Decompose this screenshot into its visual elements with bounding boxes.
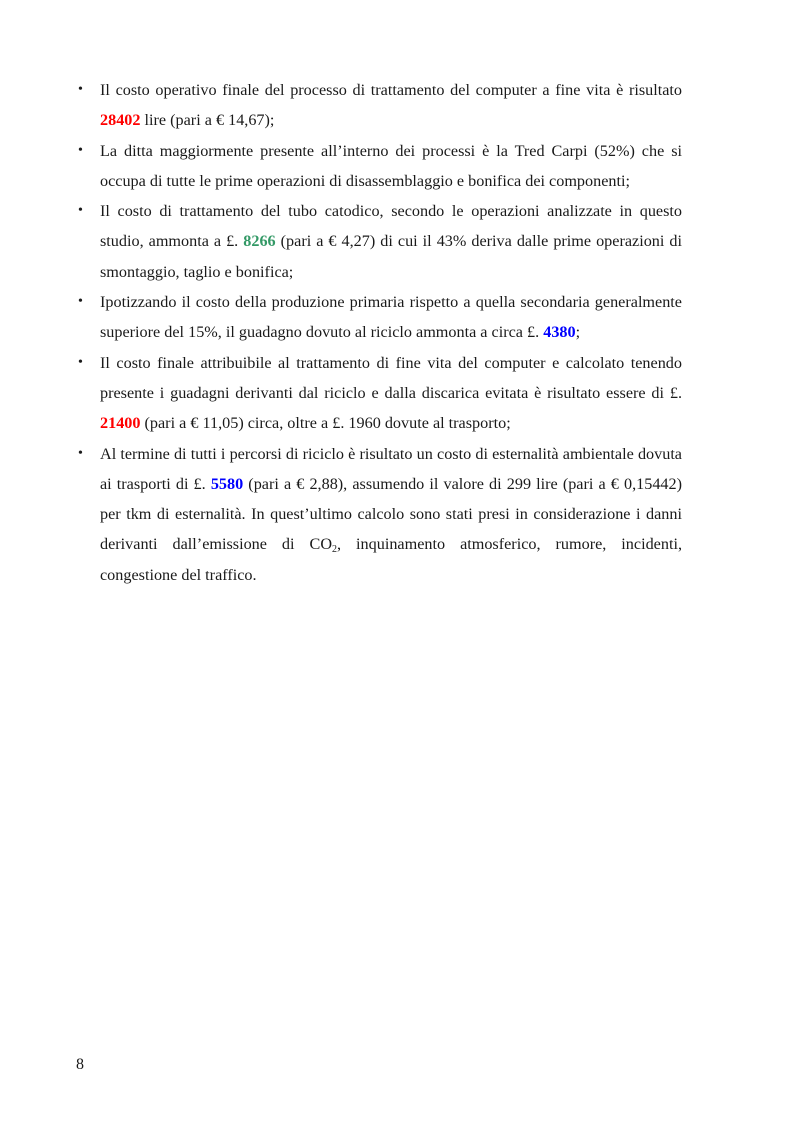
bullet-icon: • <box>78 203 83 219</box>
highlight-value: 8266 <box>243 232 276 251</box>
highlight-value: 21400 <box>100 414 141 433</box>
subscript: 2 <box>332 544 338 556</box>
bullet-icon: • <box>78 445 83 461</box>
item-text: (pari a € 2,88), assumendo il valore di 299 lire (pari a € 0,15442) per tkm di esternalità. In quest’ultimo calcolo sono stati presi in considerazione i danni derivanti dall’emissione di CO <box>100 474 682 554</box>
bullet-icon: • <box>78 354 83 370</box>
item-text: (pari a € 11,05) circa, oltre a £. 1960 dovute al trasporto; <box>140 414 511 433</box>
list-item <box>78 287 682 348</box>
item-text: lire (pari a € 14,67); <box>140 111 275 130</box>
item-text: ; <box>575 323 581 342</box>
highlight-value: 28402 <box>100 111 141 130</box>
highlight-value: 4380 <box>543 323 576 342</box>
list-item <box>78 196 682 287</box>
item-text: Ipotizzando il costo della produzione primaria rispetto a quella secondaria generalmente superiore del 15%, il guadagno dovuto al riciclo ammonta a circa £. <box>100 293 682 342</box>
list-item <box>78 136 682 197</box>
list-item <box>78 439 682 590</box>
item-text: Al termine di tutti i percorsi di riciclo è risultato un costo di esternalità ambientale dovuta ai trasporti di £. <box>100 444 682 493</box>
item-text: La ditta maggiormente presente all’interno dei processi è la Tred Carpi (52%) che si occupa di tutte le prime operazioni di disassemblaggio e bonifica dei componenti; <box>100 141 682 190</box>
item-text: Il costo di trattamento del tubo catodico, secondo le operazioni analizzate in questo studio, ammonta a £. <box>100 202 682 251</box>
item-text: (pari a € 4,27) di cui il 43% deriva dalle prime operazioni di smontaggio, taglio e bonifica; <box>100 232 683 281</box>
item-text: , inquinamento atmosferico, rumore, incidenti, congestione del traffico. <box>100 535 682 584</box>
highlight-value: 5580 <box>210 474 244 493</box>
bullet-list <box>78 75 682 590</box>
bullet-icon: • <box>78 294 83 310</box>
bullet-icon: • <box>78 142 83 158</box>
page-number: 8 <box>76 1056 84 1073</box>
list-item <box>78 348 682 439</box>
bullet-icon: • <box>78 82 83 97</box>
item-text: Il costo finale attribuibile al trattamento di fine vita del computer e calcolato tenendo presente i guadagni derivanti dal riciclo e dalla discarica evitata è risultato essere di £. <box>100 353 682 402</box>
item-text: Il costo operativo finale del processo di trattamento del computer a fine vita è risultato <box>100 81 682 99</box>
list-item <box>78 75 682 136</box>
